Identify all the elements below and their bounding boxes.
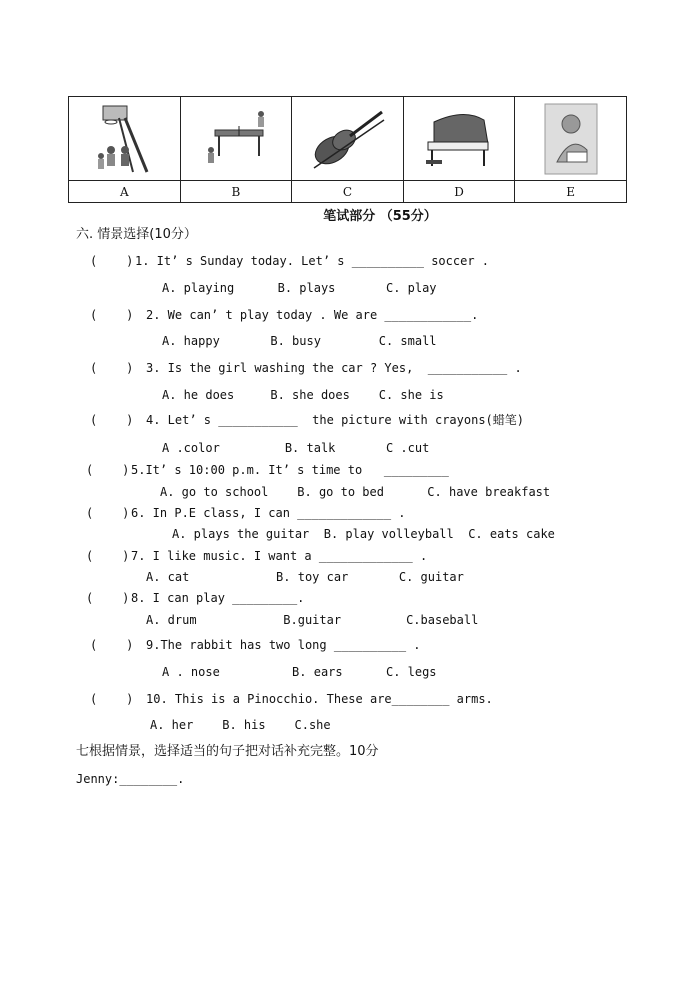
written-part-title: 笔试部分 （55分）: [323, 209, 437, 224]
q10-options: A. her B. his C.she: [150, 718, 331, 732]
q1-options: A. playing B. plays C. play: [162, 281, 437, 295]
picture-cell-e: [515, 97, 627, 181]
q4-text: 4. Let’ s ___________ the picture with crayons(蜡笔): [146, 413, 525, 427]
q4-options: A .color B. talk C .cut: [162, 441, 430, 455]
q7-text: 7. I like music. I want a _____________ .: [131, 549, 428, 563]
q3-options: A. he does B. she does C. she is: [162, 388, 444, 402]
q5-bracket: ( ): [86, 463, 130, 477]
q6-bracket: ( ): [86, 506, 130, 520]
q2-options: A. happy B. busy C. small: [162, 334, 437, 348]
section7-title: 七根据情景，选择适当的句子把对话补充完整。10分: [76, 744, 379, 759]
q5-options: A. go to school B. go to bed C. have breakfast: [160, 485, 551, 499]
basketball-icon: [89, 100, 159, 178]
q9-text: 9.The rabbit has two long __________ .: [146, 638, 421, 652]
picture-label-b: B: [180, 181, 292, 203]
picture-cell-b: [180, 97, 292, 181]
q6-options: A. plays the guitar B. play volleyball C. eats cake: [172, 527, 555, 541]
q8-bracket: ( ): [86, 591, 130, 605]
q8-text: 8. I can play _________.: [131, 591, 305, 605]
picture-label-e: E: [515, 181, 627, 203]
q2-bracket: ( ): [90, 308, 134, 322]
violin-icon: [302, 100, 392, 178]
table-tennis-icon: [201, 100, 271, 178]
q9-bracket: ( ): [90, 638, 134, 652]
picture-label-d: D: [403, 181, 515, 203]
q6-text: 6. In P.E class, I can _____________ .: [131, 506, 406, 520]
picture-cell-a: [69, 97, 181, 181]
section6-title: 六. 情景选择(10分）: [76, 227, 197, 242]
q1-bracket: ( ): [90, 254, 134, 268]
picture-table: [68, 96, 627, 203]
q8-options: A. drum B.guitar C.baseball: [146, 613, 479, 627]
q5-text: 5.It’ s 10:00 p.m. It’ s time to _________: [131, 463, 449, 477]
q3-bracket: ( ): [90, 361, 134, 375]
q10-bracket: ( ): [90, 692, 134, 706]
picture-label-a: A: [69, 181, 181, 203]
picture-cell-d: [403, 97, 515, 181]
q7-bracket: ( ): [86, 549, 130, 563]
q1-text: 1. It’ s Sunday today. Let’ s __________ soccer .: [135, 254, 490, 268]
q3-text: 3. Is the girl washing the car ? Yes, ___________ .: [146, 361, 522, 375]
q10-text: 10. This is a Pinocchio. These are________ arms.: [146, 692, 493, 706]
piano-icon: [414, 100, 504, 178]
q4-bracket: ( ): [90, 413, 134, 427]
q2-text: 2. We can’ t play today . We are ____________.: [146, 308, 479, 322]
picture-label-c: C: [292, 181, 404, 203]
q9-options: A . nose B. ears C. legs: [162, 665, 437, 679]
dialogue-line-jenny: Jenny:________.: [76, 772, 185, 786]
picture-cell-c: [292, 97, 404, 181]
drawing-girl-icon: [541, 100, 601, 178]
q7-options: A. cat B. toy car C. guitar: [146, 570, 464, 584]
